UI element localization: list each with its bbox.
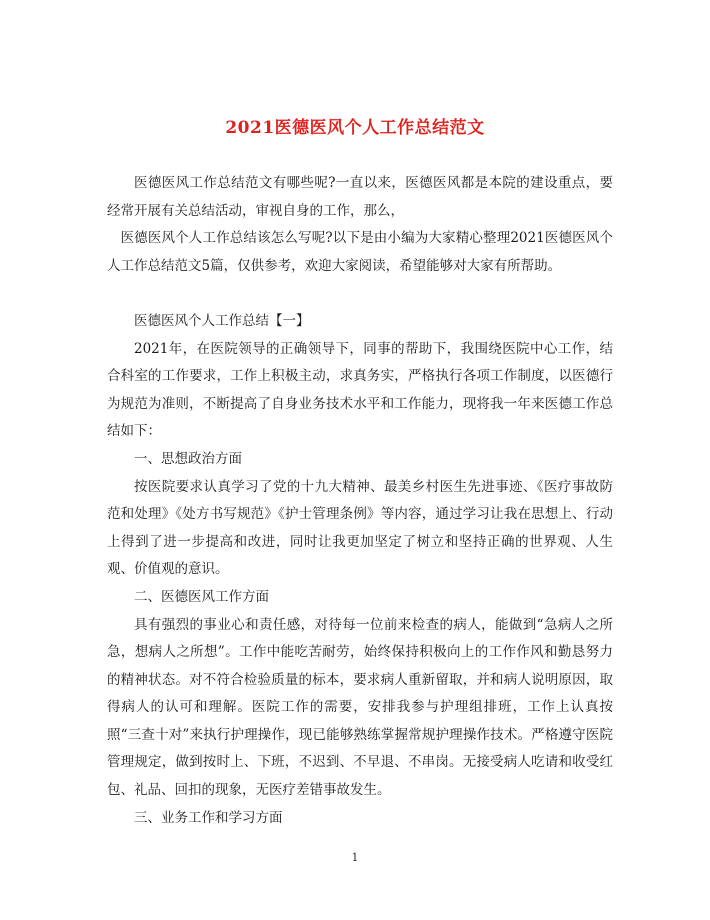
paragraph-politics: 按医院要求认真学习了党的十九大精神、最美乡村医生先进事迹、《医疗事故防范和处理》《处方书写规范》《护士管理条例》等内容，通过学习让我在思想上、行动上得到了进一步提高和改进，同时让我更加坚定了树立和坚持正确的世界观、人生观、价值观的意识。 bbox=[107, 478, 613, 578]
intro-paragraph-1: 医德医风工作总结范文有哪些呢?一直以来，医德医风都是本院的建设重点，要经常开展有关总结活动，审视自身的工作，那么， bbox=[107, 175, 613, 219]
heading-business: 三、业务工作和学习方面 bbox=[134, 809, 283, 826]
section-title: 医德医风个人工作总结【一】 bbox=[134, 312, 310, 329]
document-body bbox=[107, 170, 613, 832]
intro-paragraph-2: 医德医风个人工作总结该怎么写呢?以下是由小编为大家精心整理2021医德医风个人工作总结范文5篇，仅供参考，欢迎大家阅读，希望能够对大家有所帮助。 bbox=[107, 230, 613, 274]
heading-politics: 一、思想政治方面 bbox=[134, 450, 242, 467]
page-number: 1 bbox=[351, 851, 359, 864]
spacer bbox=[107, 280, 613, 308]
heading-ethics: 二、医德医风工作方面 bbox=[134, 588, 269, 605]
document-title: 2021医德医风个人工作总结范文 bbox=[225, 118, 485, 138]
opening-paragraph: 2021年，在医院领导的正确领导下，同事的帮助下，我围绕医院中心工作，结合科室的工作要求，工作上积极主动，求真务实，严格执行各项工作制度，以医德行为规范为准则，不断提高了自身业务技术水平和工作能力，现将我一年来医德工作总结如下： bbox=[107, 340, 613, 440]
paragraph-ethics: 具有强烈的事业心和责任感，对待每一位前来检查的病人，能做到“急病人之所急，想病人之所想”。工作中能吃苦耐劳，始终保持积极向上的工作作风和勤恳努力的精神状态。对不符合检验质量的标本，要求病人重新留取，并和病人说明原因，取得病人的认可和理解。医院工作的需要，安排我参与护理组排班，工作上认真按照“三查十对”来执行护理操作，现已能够熟练掌握常规护理操作技术。严格遵守医院管理规定，做到按时上、下班，不迟到、不早退、不串岗。无接受病人吃请和收受红包、礼品、回扣的现象，无医疗差错事故发生。 bbox=[107, 616, 613, 799]
